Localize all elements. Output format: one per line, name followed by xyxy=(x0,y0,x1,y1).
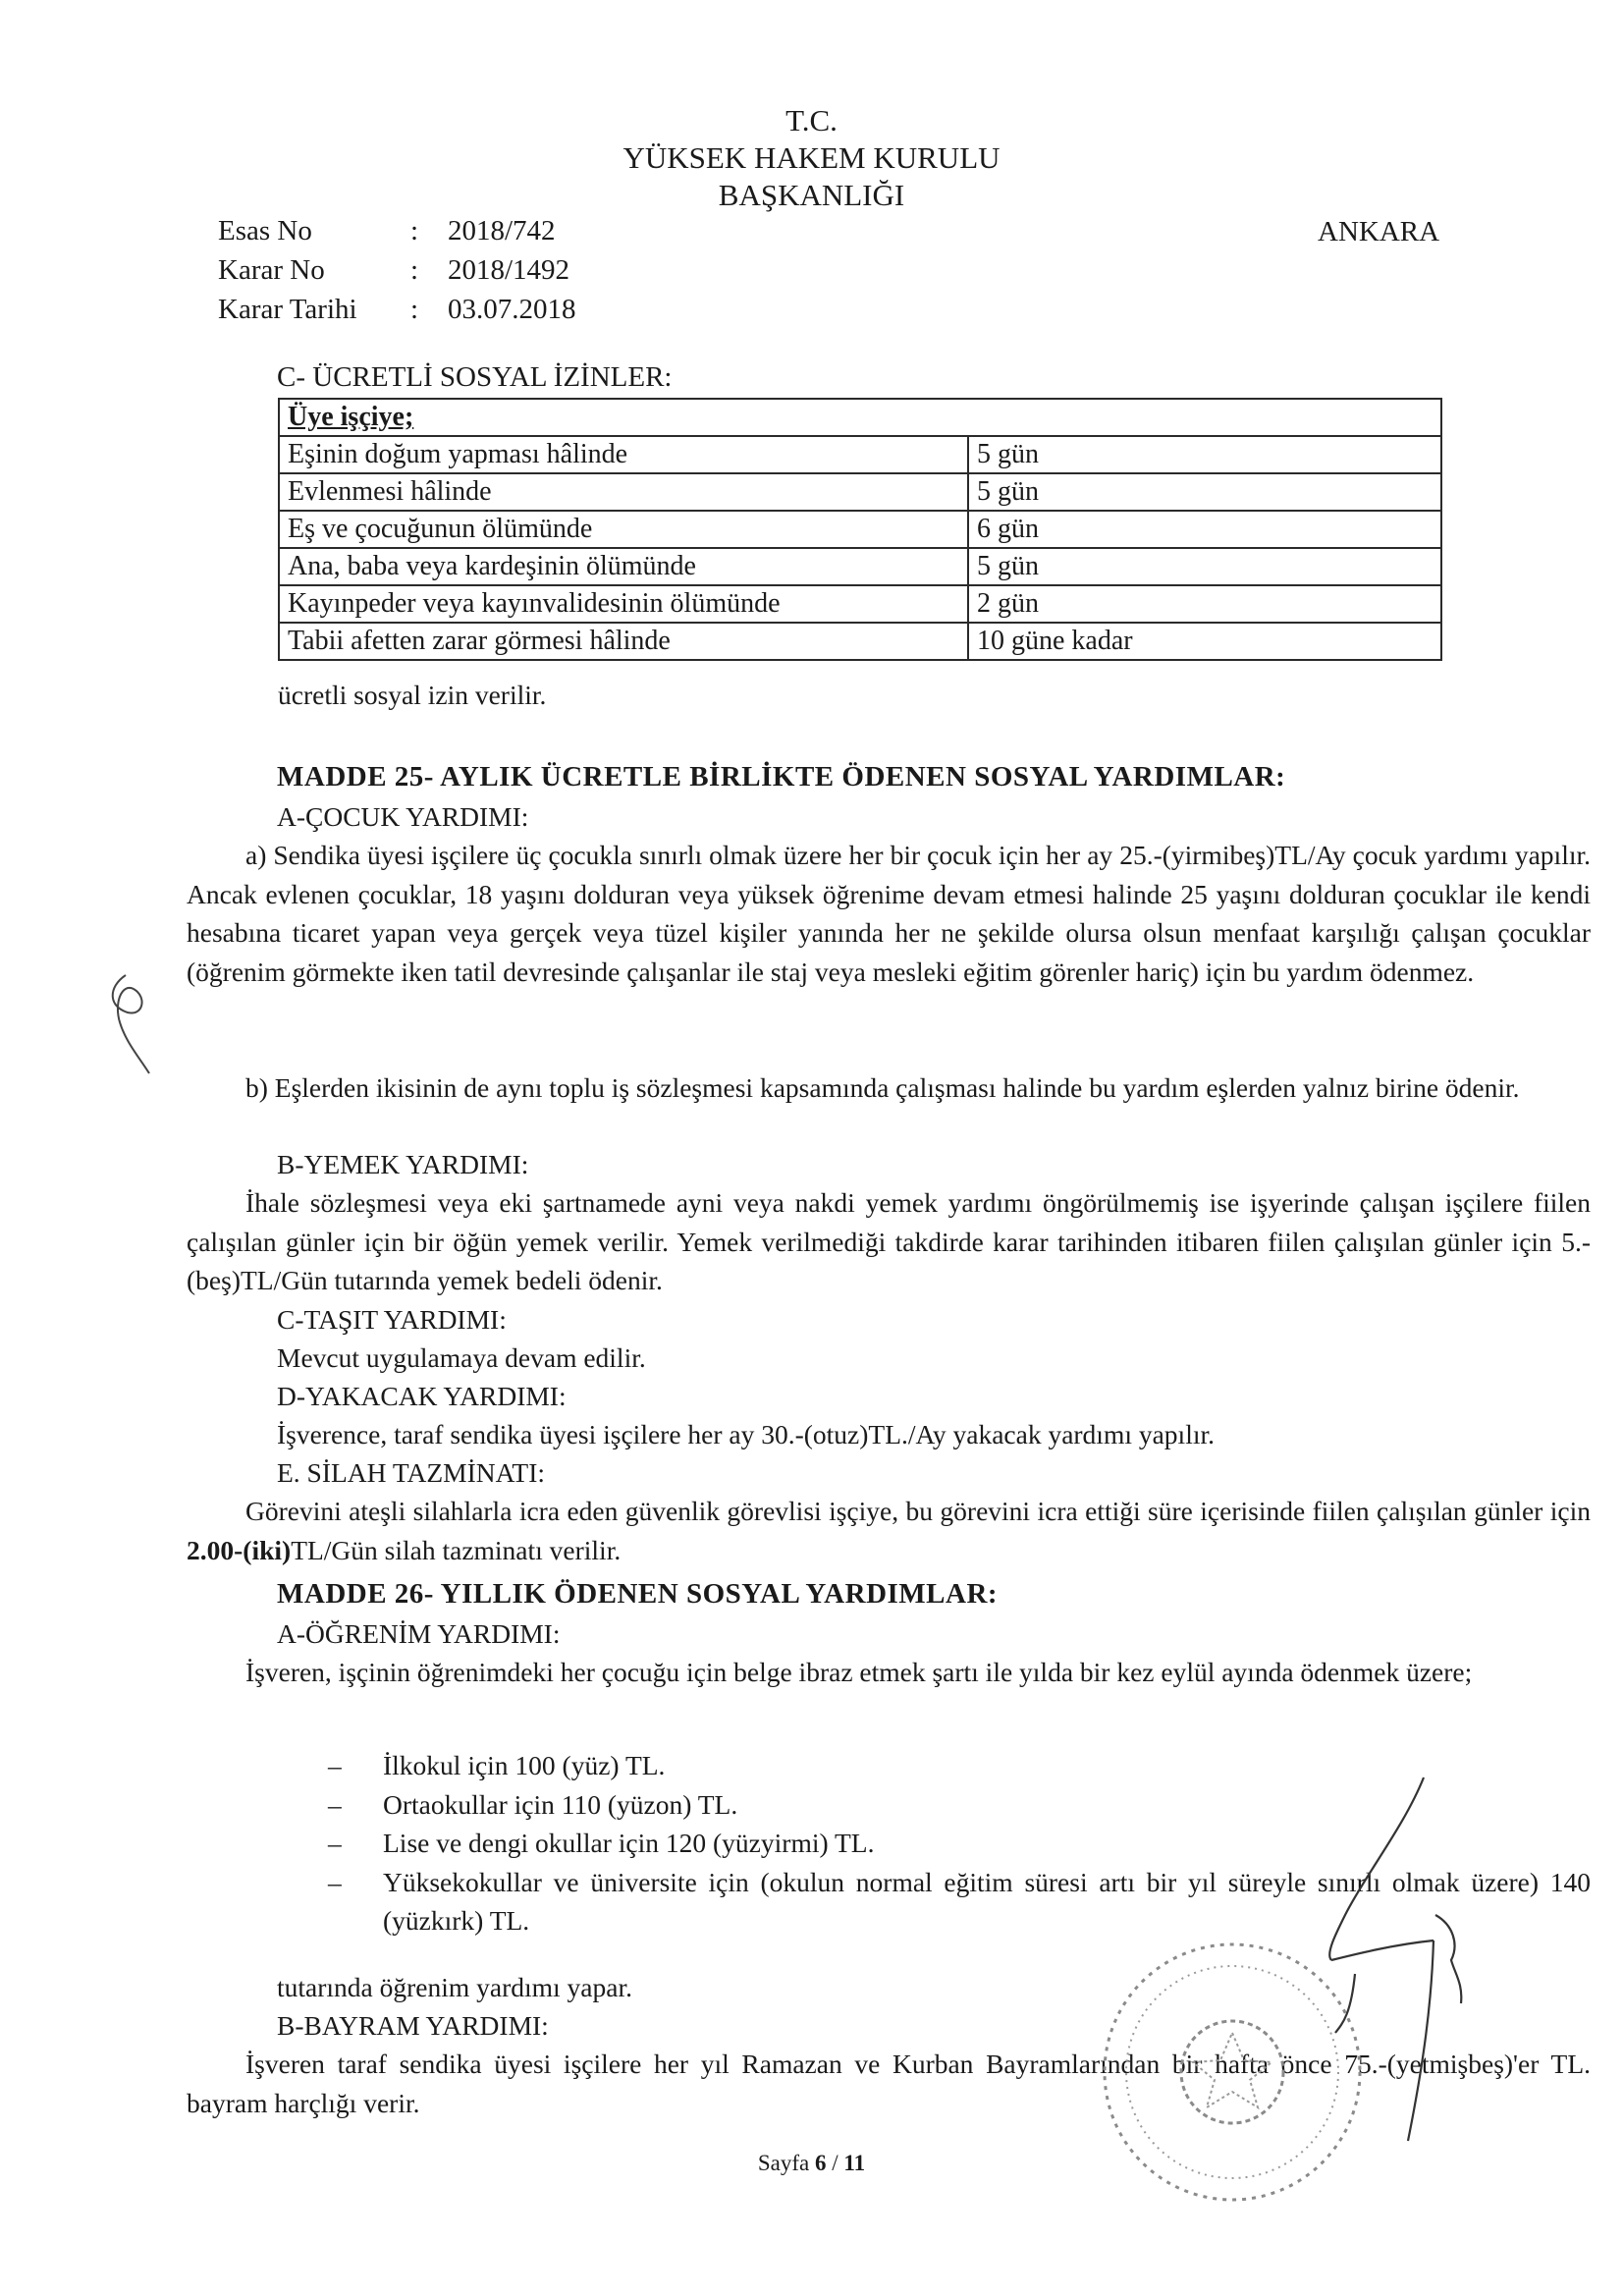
meta-value: 03.07.2018 xyxy=(448,294,576,325)
meta-colon: : xyxy=(410,254,419,286)
page-current: 6 xyxy=(815,2151,827,2175)
madde-26-a-para: İşveren, işçinin öğrenimdeki her çocuğu için belge ibraz etmek şartı ile yılda bir kez eylül ayında ödenmek üzere; xyxy=(245,1657,1473,1687)
table-row xyxy=(279,623,1441,660)
table-row xyxy=(279,511,1441,548)
leave-table xyxy=(278,398,1442,661)
madde-25-d-para: İşverence, taraf sendika üyesi işçilere her ay 30.-(otuz)TL./Ay yakacak yardımı yapılır. xyxy=(277,1419,1215,1449)
madde-25-b-para: İhale sözleşmesi veya eki şartnamede ayni veya nakdi yemek yardımı öngörülmemiş ise işyerinde çalışan işçilere fiilen çalışılan günler için bir öğün yemek verilir. Yemek verilmediği takdirde karar tarihinden itibaren fiilen çalışılan günler için 5.-(beş)TL/Gün tutarında yemek bedeli ödenir. xyxy=(187,1187,1591,1295)
section-c-footer: ücretli sosyal izin verilir. xyxy=(278,680,547,710)
table-row xyxy=(279,473,1441,511)
meta-value: 2018/742 xyxy=(448,215,556,246)
table-cell-event: Kayınpeder veya kayınvalidesinin ölümünde xyxy=(279,585,968,623)
madde-26-title: MADDE 26- YILLIK ÖDENEN SOSYAL YARDIMLAR: xyxy=(277,1578,999,1610)
madde-25-a-para2: b) Eşlerden ikisinin de aynı toplu iş sözleşmesi kapsamında çalışması halinde bu yardım eşlerden yalnız birine ödenir. xyxy=(245,1072,1520,1103)
list-item-text: Lise ve dengi okullar için 120 (yüzyirmi) TL. xyxy=(383,1828,875,1858)
list-item-text: İlkokul için 100 (yüz) TL. xyxy=(383,1750,666,1780)
madde-25-a-title: A-ÇOCUK YARDIMI: xyxy=(277,801,529,832)
list-item-text: Yüksekokullar ve üniversite için (okulun normal eğitim süresi artı bir yıl süreyle sınırlı olmak üzere) 140 (yüzkırk) TL. xyxy=(383,1866,1591,1936)
list-dash: – xyxy=(328,1828,342,1858)
table-cell-event: Eşinin doğum yapması hâlinde xyxy=(279,436,968,473)
list-dash: – xyxy=(328,1750,342,1780)
madde-26-a-footer: tutarında öğrenim yardımı yapar. xyxy=(277,1972,632,2002)
madde-25-title: MADDE 25- AYLIK ÜCRETLE BİRLİKTE ÖDENEN SOSYAL YARDIMLAR: xyxy=(277,761,1286,793)
page-separator: / xyxy=(826,2151,844,2175)
section-c-title: C- ÜCRETLİ SOSYAL İZİNLER: xyxy=(277,361,673,393)
header-institution: YÜKSEK HAKEM KURULU xyxy=(622,140,1001,175)
header-presidency: BAŞKANLIĞI xyxy=(718,178,905,212)
list-item-text: Ortaokullar için 110 (yüzon) TL. xyxy=(383,1788,738,1820)
madde-25-b-title: B-YEMEK YARDIMI: xyxy=(277,1149,529,1179)
madde-26-b-title: B-BAYRAM YARDIMI: xyxy=(277,2010,549,2041)
table-cell-days: 10 güne kadar xyxy=(968,623,1441,660)
meta-colon: : xyxy=(410,215,419,246)
table-header-cell: Üye işçiye; xyxy=(279,399,1441,436)
madde-25-e-para xyxy=(187,1492,1591,1569)
margin-handwritten-mark xyxy=(79,967,196,1085)
table-row xyxy=(279,548,1441,585)
e-para-amount: 2.00-(iki) xyxy=(187,1534,292,1565)
e-para-text-end: TL/Gün silah tazminatı verilir. xyxy=(291,1534,622,1565)
table-cell-event: Evlenmesi hâlinde xyxy=(279,473,968,511)
meta-karar-no xyxy=(218,250,576,290)
madde-26-b-para: İşveren taraf sendika üyesi işçilere her yıl Ramazan ve Kurban Bayramlarından bir hafta önce 75.-(yetmişbeş)'er TL. bayram harçlığı verir. xyxy=(187,2049,1591,2118)
meta-value: 2018/1492 xyxy=(448,254,570,286)
list-dash: – xyxy=(328,1788,342,1820)
page-prefix: Sayfa xyxy=(757,2151,815,2175)
table-cell-days: 6 gün xyxy=(968,511,1441,548)
meta-label: Karar Tarihi xyxy=(218,294,357,325)
table-row xyxy=(279,436,1441,473)
list-dash: – xyxy=(328,1866,342,1897)
meta-block xyxy=(218,211,576,329)
table-cell-days: 2 gün xyxy=(968,585,1441,623)
meta-colon: : xyxy=(410,294,419,325)
table-cell-days: 5 gün xyxy=(968,436,1441,473)
madde-25-d-title: D-YAKACAK YARDIMI: xyxy=(277,1381,567,1411)
meta-esas-no xyxy=(218,211,576,250)
madde-25-a-para1: a) Sendika üyesi işçilere üç çocukla sınırlı olmak üzere her bir çocuk için her ay 25.-(yirmibeş)TL/Ay çocuk yardımı yapılır. Ancak evlenen çocuklar, 18 yaşını dolduran veya yüksek öğrenime devam etmesi halinde 25 yaşını dolduran çocuklar ile kendi hesabına ticaret yapan veya gerçek veya tüzel kişiler yanında her ne şekilde olursa olsun menfaat karşılığı çalışan çocuklar (öğrenim görmekte iken tatil devresinde çalışanlar ile staj veya mesleki eğitim görenler hariç) için bu yardım ödenmez. xyxy=(187,840,1591,987)
header-tc: T.C. xyxy=(785,103,838,137)
header-city: ANKARA xyxy=(1318,216,1440,247)
meta-label: Esas No xyxy=(218,215,312,246)
table-cell-event: Ana, baba veya kardeşinin ölümünde xyxy=(279,548,968,585)
madde-25-e-title: E. SİLAH TAZMİNATI: xyxy=(277,1457,546,1488)
e-para-text: Görevini ateşli silahlarla icra eden güvenlik görevlisi işçiye, bu görevini icra ettiği süre içerisinde fiilen çalışılan günler için xyxy=(245,1496,1591,1526)
table-cell-days: 5 gün xyxy=(968,548,1441,585)
table-cell-event: Tabii afetten zarar görmesi hâlinde xyxy=(279,623,968,660)
handwritten-signature xyxy=(1286,1768,1483,2180)
table-cell-event: Eş ve çocuğunun ölümünde xyxy=(279,511,968,548)
madde-26-a-title: A-ÖĞRENİM YARDIMI: xyxy=(277,1618,561,1649)
page-total: 11 xyxy=(843,2151,866,2175)
meta-karar-tarihi xyxy=(218,290,576,329)
meta-label: Karar No xyxy=(218,254,325,286)
table-row xyxy=(279,399,1441,436)
table-row xyxy=(279,585,1441,623)
madde-25-c-para: Mevcut uygulamaya devam edilir. xyxy=(277,1342,646,1373)
table-cell-days: 5 gün xyxy=(968,473,1441,511)
madde-25-c-title: C-TAŞIT YARDIMI: xyxy=(277,1304,507,1335)
